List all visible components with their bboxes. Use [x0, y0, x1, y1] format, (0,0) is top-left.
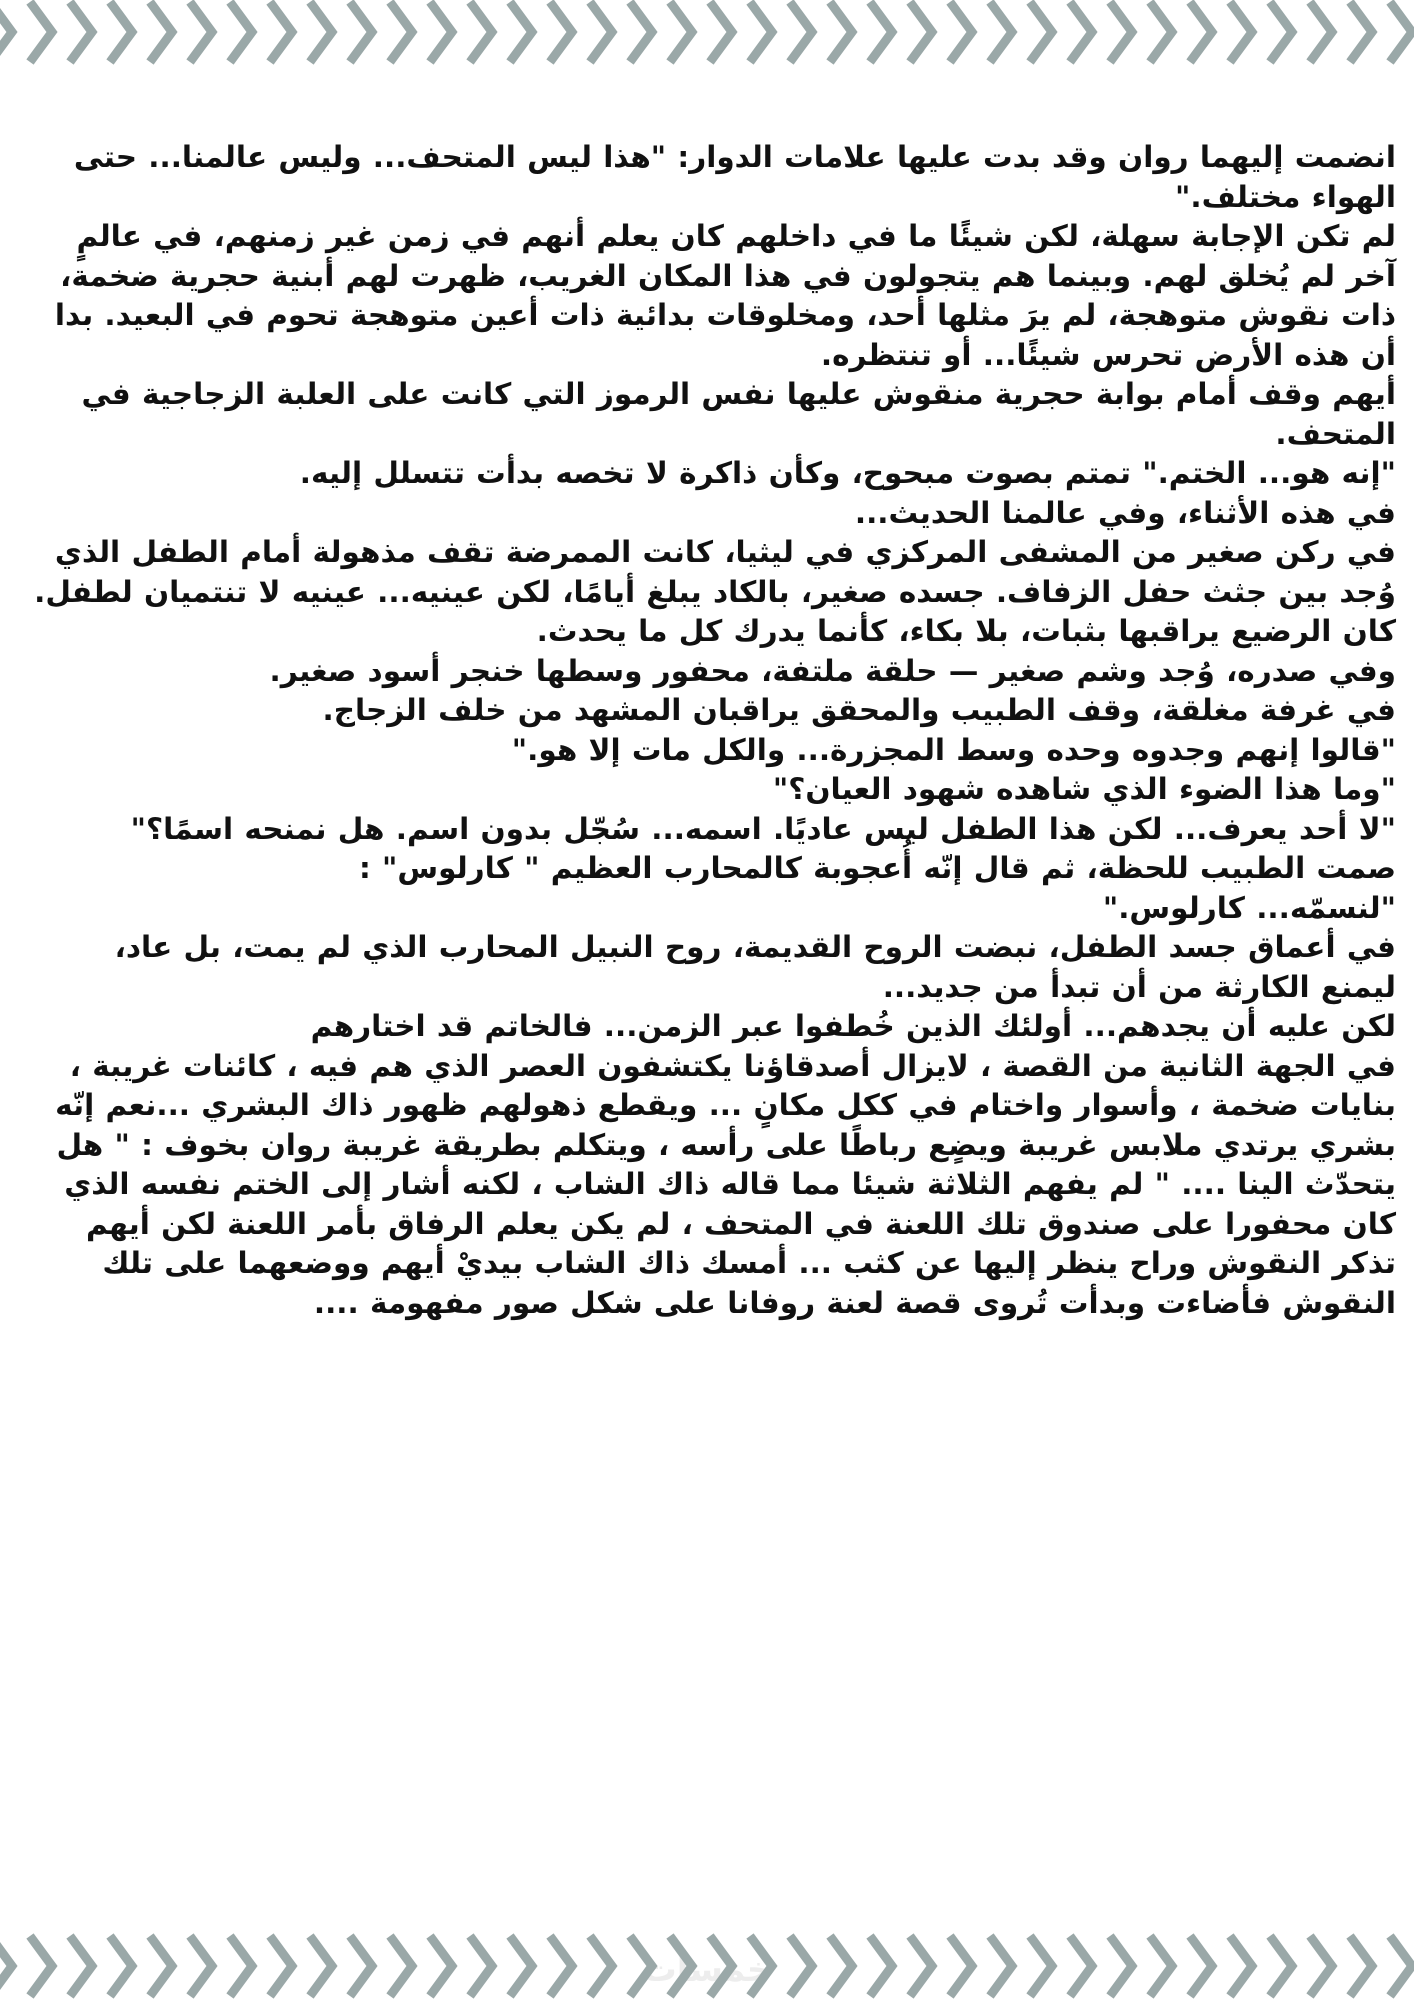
paragraph: "لنسمّه... كارلوس." — [1102, 890, 1396, 925]
chevron-mark — [870, 2, 892, 62]
chevron-mark — [1390, 1936, 1412, 1996]
chevron-mark — [150, 1936, 172, 1996]
chevron-mark — [910, 1936, 932, 1996]
chevron-mark — [670, 2, 692, 62]
chevron-mark — [190, 1936, 212, 1996]
paragraph: في غرفة مغلقة، وقف الطبيب والمحقق يراقبان المشهد من خلف الزجاج. — [322, 693, 1396, 727]
chevron-mark — [630, 1936, 652, 1996]
chevron-mark — [390, 2, 412, 62]
chevron-mark — [1230, 1936, 1252, 1996]
paragraph: "إنه هو... الختم." تمتم بصوت مبحوح، وكأن ذاكرة لا تخصه بدأت تتسلل إليه. — [299, 456, 1396, 490]
top-chevron-border — [0, 0, 1414, 70]
chevron-mark — [110, 2, 132, 62]
chevron-mark — [670, 1936, 692, 1996]
chevron-mark — [1350, 1936, 1372, 1996]
chevron-mark — [270, 2, 292, 62]
chevron-mark — [990, 2, 1012, 62]
chevron-mark — [470, 1936, 492, 1996]
chevron-mark — [30, 2, 52, 62]
chevron-mark — [70, 1936, 92, 1996]
chevron-mark — [30, 1936, 52, 1996]
chevron-mark — [1070, 2, 1092, 62]
paragraph: وفي صدره، وُجد وشم صغير — حلقة ملتفة، محفور وسطها خنجر أسود صغير. — [269, 653, 1396, 688]
chevron-mark — [0, 2, 12, 62]
chevron-mark — [350, 1936, 372, 1996]
chevron-mark — [510, 2, 532, 62]
chevron-mark — [190, 2, 212, 62]
chevron-mark — [1310, 1936, 1332, 1996]
watermark-logo: خمسات — [642, 1950, 772, 1990]
chevron-mark — [1030, 2, 1052, 62]
chevron-mark — [990, 1936, 1012, 1996]
chevron-mark — [1190, 1936, 1212, 1996]
chevron-mark — [230, 2, 252, 62]
chevron-mark — [470, 2, 492, 62]
chevron-mark — [910, 2, 932, 62]
paragraph: انضمت إليهما روان وقد بدت عليها علامات الدوار: "هذا ليس المتحف... وليس عالمنا... حتى الهواء مختلف." — [73, 140, 1396, 214]
chevron-mark — [1070, 1936, 1092, 1996]
chevron-mark — [750, 1936, 772, 1996]
chevron-mark — [70, 2, 92, 62]
chevron-mark — [1150, 1936, 1172, 1996]
chevron-mark — [630, 2, 652, 62]
paragraph: في ركن صغير من المشفى المركزي في ليثيا، كانت الممرضة تقف مذهولة أمام الطفل الذي وُجد بين جثث حفل الزفاف. جسده صغير، بالكاد يبلغ أيامًا، لكن عينيه... عينيه لا تنتميان لطفل. — [34, 535, 1396, 609]
bottom-chevron-border — [0, 1930, 1414, 2000]
paragraph: في هذه الأثناء، وفي عالمنا الحديث... — [854, 495, 1396, 530]
chevron-mark — [1270, 2, 1292, 62]
paragraph: لم تكن الإجابة سهلة، لكن شيئًا ما في داخلهم كان يعلم أنهم في زمن غير زمنهم، في عالمٍ آخر لم يُخلق لهم. وبينما هم يتجولون في هذا المكان الغريب، ظهرت لهم أبنية حجرية ضخمة، ذات نقوش متوهجة، لم يرَ مثلها أحد، ومخلوقات بدائية ذات أعين متوهجة تحوم في البعيد. بدا أن هذه الأرض تحرس شيئًا... أو تنتظره. — [54, 219, 1396, 372]
chevron-mark — [1390, 2, 1412, 62]
chevron-mark — [1110, 1936, 1132, 1996]
chevron-mark — [1110, 2, 1132, 62]
chevron-mark — [310, 1936, 332, 1996]
chevron-mark — [390, 1936, 412, 1996]
paragraph: "قالوا إنهم وجدوه وحده وسط المجزرة... والكل مات إلا هو." — [511, 732, 1396, 767]
chevron-mark — [790, 2, 812, 62]
chevron-mark — [830, 1936, 852, 1996]
chevron-mark — [590, 2, 612, 62]
chevron-mark — [110, 1936, 132, 1996]
chevron-mark — [350, 2, 372, 62]
chevron-mark — [430, 2, 452, 62]
chevron-mark — [950, 1936, 972, 1996]
chevron-mark — [1270, 1936, 1292, 1996]
chevron-mark — [590, 1936, 612, 1996]
chevron-mark — [870, 1936, 892, 1996]
chevron-mark — [150, 2, 172, 62]
chevron-mark — [0, 1936, 12, 1996]
chevron-mark — [550, 1936, 572, 1996]
chevron-mark — [790, 1936, 812, 1996]
paragraph: لكن عليه أن يجدهم... أولئك الذين خُطفوا عبر الزمن... فالخاتم قد اختارهم — [310, 1009, 1396, 1043]
chevron-mark — [1230, 2, 1252, 62]
chevron-mark — [510, 1936, 532, 1996]
chevron-mark — [750, 2, 772, 62]
chevron-pattern — [0, 1930, 1414, 2000]
chevron-mark — [710, 1936, 732, 1996]
story-text — [30, 138, 1396, 1323]
paragraph: في أعماق جسد الطفل، نبضت الروح القديمة، روح النبيل المحارب الذي لم يمت، بل عاد، ليمنع الكارثة من أن تبدأ من جديد... — [114, 930, 1396, 1004]
chevron-mark — [950, 2, 972, 62]
chevron-mark — [270, 1936, 292, 1996]
chevron-mark — [430, 1936, 452, 1996]
chevron-mark — [1190, 2, 1212, 62]
paragraph: كان الرضيع يراقبها بثبات، بلا بكاء، كأنما يدرك كل ما يحدث. — [536, 614, 1396, 648]
chevron-mark — [550, 2, 572, 62]
chevron-mark — [1350, 2, 1372, 62]
chevron-mark — [710, 2, 732, 62]
chevron-mark — [1150, 2, 1172, 62]
chevron-pattern — [0, 0, 1414, 70]
paragraph: أيهم وقف أمام بوابة حجرية منقوش عليها نفس الرموز التي كانت على العلبة الزجاجية في المتحف. — [81, 377, 1396, 451]
chevron-mark — [830, 2, 852, 62]
paragraph: "وما هذا الضوء الذي شاهده شهود العيان؟" — [772, 772, 1396, 806]
paragraph: في الجهة الثانية من القصة ، لايزال أصدقاؤنا يكتشفون العصر الذي هم فيه ، كائنات غريبة ، بنايات ضخمة ، وأسوار واختام في ككل مكانٍ ... ويقطع ذهولهم ظهور ذاك البشري ...نعم إنّه بشري يرتدي ملابس غريبة ويضٍع رباطًا على رأسه ، ويتكلم بطريقة غريبة روان بخوف : " هل يتحدّث الينا .... " لم يفهم الثلاثة شيئا مما قاله ذاك الشاب ، لكنه أشار إلى الختم نفسه الذي كان محفورا على صندوق تلك اللعنة في المتحف ، لم يكن يعلم الرفاق بأمر اللعنة لكن أيهم تذكر النقوش وراح ينظر إليها عن كثب ... أمسك ذاك الشاب بيديْ أيهم ووضعهما على تلك النقوش فأضاءت وبدأت تُروى قصة لعنة روفانا على شكل صور مفهومة .... — [55, 1048, 1396, 1320]
chevron-mark — [1030, 1936, 1052, 1996]
paragraph: "لا أحد يعرف... لكن هذا الطفل ليس عاديًا. اسمه... سُجّل بدون اسم. هل نمنحه اسمًا؟" — [130, 811, 1396, 846]
chevron-mark — [1310, 2, 1332, 62]
chevron-mark — [310, 2, 332, 62]
paragraph: صمت الطبيب للحظة، ثم قال إنّه أُعجوبة كالمحارب العظيم " كارلوس" : — [358, 851, 1396, 885]
chevron-mark — [230, 1936, 252, 1996]
